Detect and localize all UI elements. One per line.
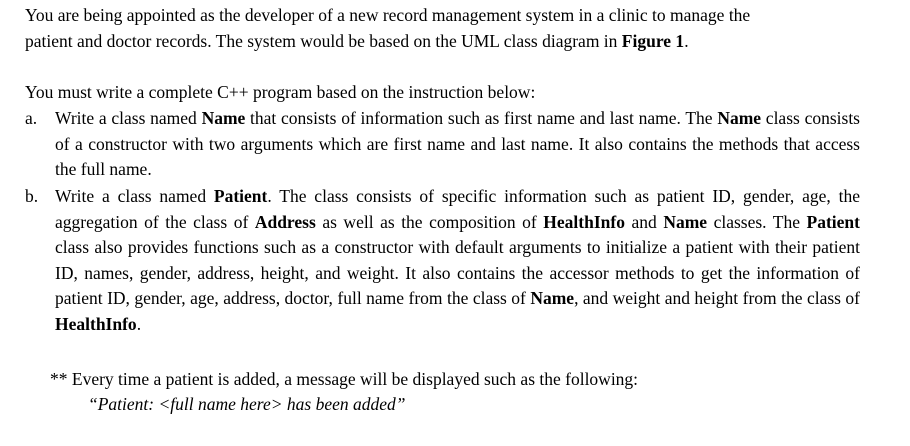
class-name-bold: Name bbox=[201, 108, 246, 128]
list-item-b bbox=[25, 184, 860, 337]
list-marker-a: a. bbox=[25, 108, 38, 128]
text-run: class also provides functions such as a constructor with default arguments to initialize a patient with their patient ID, names, gender, address, height, and weight. It also contains the accessor methods to get the information of patient ID, gender, age, address, doctor, full name from the class of bbox=[55, 237, 860, 308]
note-text: ** Every time a patient is added, a message will be displayed such as the following: bbox=[50, 369, 639, 389]
list-marker-b: b. bbox=[25, 186, 39, 206]
class-name-bold: Address bbox=[254, 211, 316, 232]
class-name-bold: HealthInfo bbox=[543, 211, 625, 232]
figure-reference: Figure 1 bbox=[621, 30, 685, 51]
class-name-bold: Name bbox=[530, 288, 575, 308]
text-run: , and weight and height from the class of bbox=[574, 288, 860, 308]
text-run: Write a class named bbox=[55, 108, 202, 128]
text-run: that consists of information such as first name and last name. The bbox=[245, 108, 718, 128]
example-message: “Patient: <full name here> has been added” bbox=[88, 394, 406, 414]
class-name-bold: Patient bbox=[213, 186, 268, 206]
list-item-b-text bbox=[55, 184, 860, 337]
class-name-bold: HealthInfo bbox=[55, 313, 137, 334]
text-run: and bbox=[624, 211, 664, 232]
text-run: as well as the composition of bbox=[315, 211, 544, 232]
task-instruction: You must write a complete C++ program based on the instruction below: bbox=[25, 82, 536, 102]
list-item-a bbox=[25, 106, 860, 183]
intro-paragraph bbox=[25, 3, 860, 54]
class-name-bold: Name bbox=[717, 108, 762, 128]
intro-line-1: You are being appointed as the developer of a new record management system in a clinic to manage the bbox=[25, 5, 751, 25]
class-name-bold: Name bbox=[663, 211, 708, 232]
intro-line-2-start: patient and doctor records. The system would be based on the UML class diagram in bbox=[25, 30, 622, 51]
intro-line-2-end: . bbox=[684, 30, 689, 51]
text-run: class consists of a constructor with two arguments which are first name and last name. It also contains the methods that access the full name. bbox=[55, 108, 860, 179]
list-item-a-text bbox=[55, 106, 860, 183]
text-run: classes. The bbox=[707, 211, 807, 232]
text-run: . bbox=[136, 313, 142, 334]
text-run: Write a class named bbox=[55, 186, 214, 206]
class-name-bold: Patient bbox=[806, 211, 860, 232]
text-run: . The class consists of specific information such as patient ID, gender, age, the aggregation of the class of bbox=[55, 186, 860, 232]
